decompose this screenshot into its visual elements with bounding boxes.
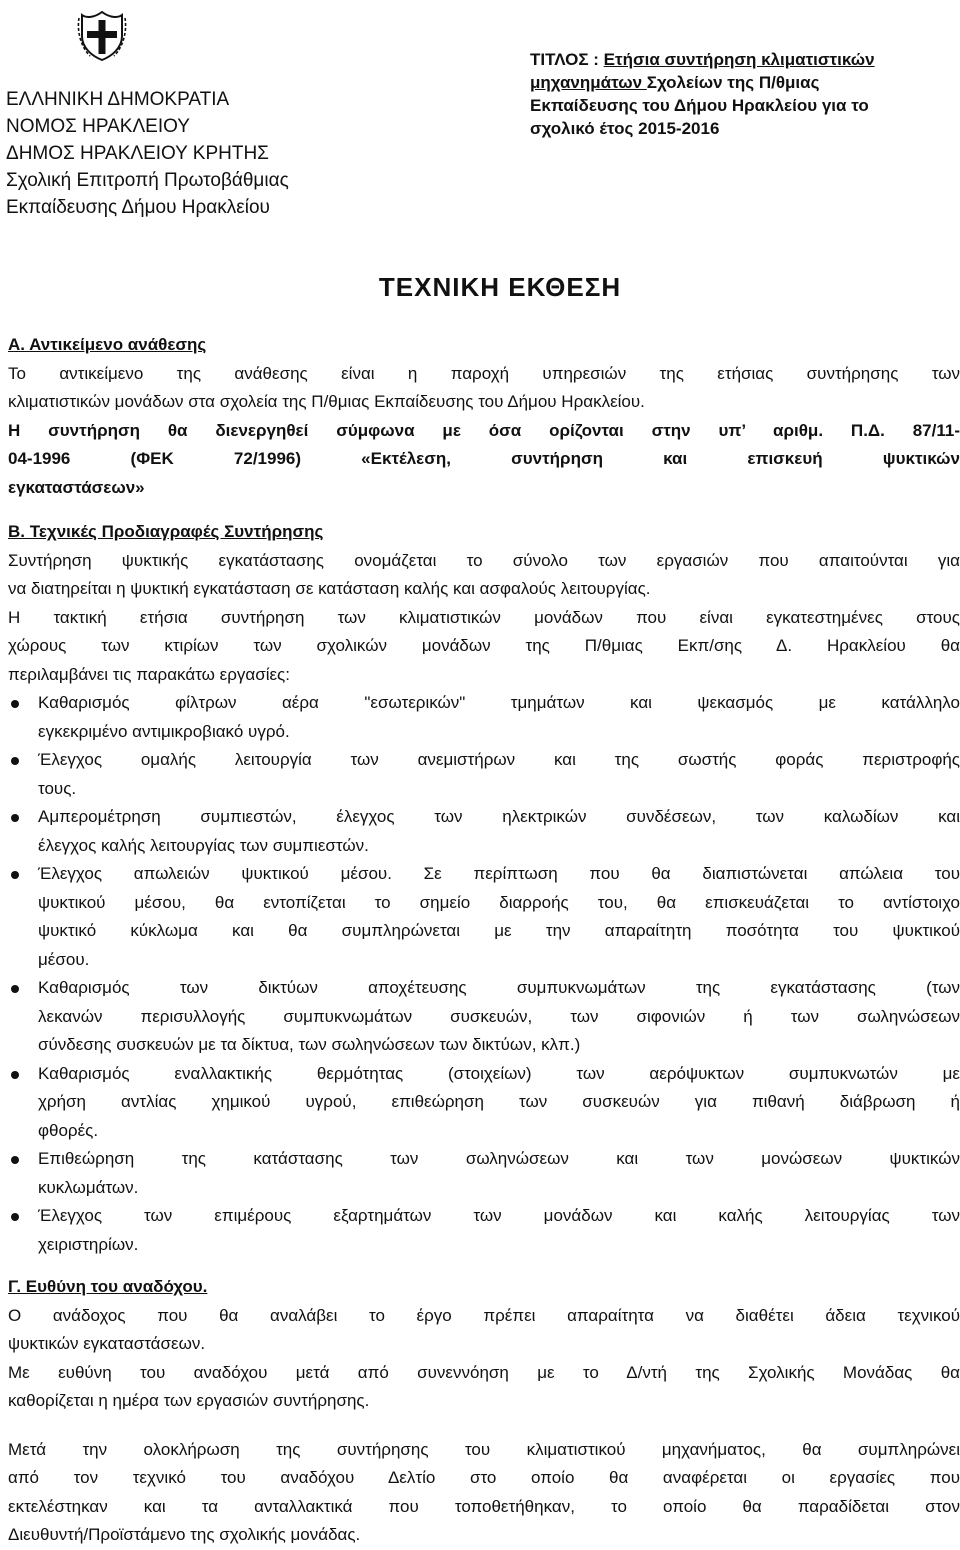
title-label: ΤΙΤΛΟΣ : [530, 50, 604, 69]
issuer-line: ΝΟΜΟΣ ΗΡΑΚΛΕΙΟΥ [6, 116, 190, 137]
report-title: ΤΕΧΝΙΚΗ ΕΚΘΕΣΗ [378, 272, 622, 302]
text-line: κλιματιστικών μονάδων στα σχολεία της Π/θμιας Εκπαίδευσης του Δήμου Ηρακλείου. [8, 392, 645, 411]
text-line: Επιθεώρηση της κατάστασης των σωληνώσεων και των μονώσεων ψυκτικών [38, 1149, 960, 1168]
text-line: περιλαμβάνει τις παρακάτω εργασίες: [8, 664, 290, 684]
text-line: Διευθυντή/Προϊστάμενο της σχολικής μονάδας. [8, 1525, 361, 1544]
text-line: χειριστηρίων. [38, 1234, 139, 1254]
text-line: ψυκτικών εγκαταστάσεων. [8, 1334, 206, 1353]
text-line: να διατηρείται η ψυκτική εγκατάσταση σε κατάσταση καλής και ασφαλούς λειτουργίας. [8, 579, 651, 598]
text-line: εκτελέστηκαν και τα ανταλλακτικά που τοποθετήθηκαν, το οποίο θα παραδίδεται στον [8, 1496, 960, 1516]
document-body [8, 331, 960, 1550]
issuer-line: ΕΛΛΗΝΙΚΗ ΔΗΜΟΚΡΑΤΙΑ [6, 89, 230, 110]
text-line: Ο ανάδοχος που θα αναλάβει το έργο πρέπει απαραίτητα να διαθέτει άδεια τεχνικού [8, 1305, 960, 1325]
text-line: λεκανών περισυλλογής συμπυκνωμάτων συσκευών, των σιφονιών ή των σωληνώσεων [38, 1006, 960, 1026]
text-line: τους. [38, 778, 77, 798]
title-text: Ετήσια συντήρηση κλιματιστικών [603, 50, 875, 69]
greek-state-emblem-icon [76, 6, 128, 62]
list-item [8, 1202, 960, 1259]
text-line: Η τακτική ετήσια συντήρηση των κλιματιστικών μονάδων που είναι εγκατεστημένες στους [8, 607, 960, 627]
text-line: Καθαρισμός των δικτύων αποχέτευσης συμπυκνωμάτων της εγκατάστασης (των [38, 978, 960, 997]
text-line: Αμπερομέτρηση συμπιεστών, έλεγχος των ηλεκτρικών συνδέσεων, των καλωδίων και [38, 807, 960, 826]
text-line: Έλεγχος των επιμέρους εξαρτημάτων των μονάδων και καλής λειτουργίας των [38, 1206, 960, 1225]
text-line: Καθαρισμός εναλλακτικής θερμότητας (στοιχείων) των αερόψυκτων συμπυκνωτών με [38, 1063, 960, 1083]
maintenance-task-list [8, 689, 960, 1259]
section-a-heading: Α. Αντικείμενο ανάθεσης [8, 335, 207, 354]
list-item [8, 1145, 960, 1202]
issuer-line: Εκπαίδευσης Δήμου Ηρακλείου [6, 197, 270, 218]
issuer-block [6, 86, 426, 221]
text-line: φθορές. [38, 1120, 99, 1140]
text-line: κυκλωμάτων. [38, 1177, 139, 1197]
text-line: έλεγχος καλής λειτουργίας των συμπιεστών. [38, 835, 369, 855]
text-line: 04-1996 (ΦΕΚ 72/1996) «Εκτέλεση, συντήρηση και επισκευή ψυκτικών [8, 449, 960, 468]
text-line: μέσου. [38, 949, 90, 969]
title-line [530, 71, 960, 94]
text-line: καθορίζεται η ημέρα των εργασιών συντήρησης. [8, 1391, 370, 1410]
section-c-heading: Γ. Ευθύνη του αναδόχου. [8, 1277, 208, 1296]
title-text: Σχολείων της Π/θμιας [646, 73, 820, 92]
text-line: Το αντικείμενο της ανάθεσης είναι η παροχή υπηρεσιών της ετήσιας συντήρησης των [8, 363, 960, 383]
section-b-heading: Β. Τεχνικές Προδιαγραφές Συντήρησης [8, 522, 324, 541]
text-line: χώρους των κτιρίων των σχολικών μονάδων της Π/θμιας Εκπ/σης Δ. Ηρακλείου θα [8, 636, 960, 655]
list-item [8, 746, 960, 803]
text-line: εγκεκριμένο αντιμικροβιακό υγρό. [38, 721, 290, 741]
title-line: Εκπαίδευσης του Δήμου Ηρακλείου για το [530, 96, 869, 115]
text-line: Έλεγχος ομαλής λειτουργία των ανεμιστήρων και της σωστής φοράς περιστροφής [38, 750, 960, 769]
title-line: σχολικό έτος 2015-2016 [530, 119, 720, 138]
text-line: Έλεγχος απωλειών ψυκτικού μέσου. Σε περίπτωση που θα διαπιστώνεται απώλεια του [38, 864, 960, 883]
text-line: Με ευθύνη του αναδόχου μετά από συνεννόηση με το Δ/ντή της Σχολικής Μονάδας θα [8, 1362, 960, 1382]
list-item [8, 803, 960, 860]
text-line: Η συντήρηση θα διενεργηθεί σύμφωνα με όσα ορίζονται στην υπ’ αριθμ. Π.Δ. 87/11- [8, 420, 960, 440]
text-line: Καθαρισμός φίλτρων αέρα "εσωτερικών" τμημάτων και ψεκασμός με κατάλληλο [38, 693, 960, 712]
text-line: από τον τεχνικό του αναδόχου Δελτίο στο οποίο θα αναφέρεται οι εργασίες που [8, 1468, 960, 1487]
text-line: σύνδεσης συσκευών με τα δίκτυα, των σωληνώσεων των δικτύων, κλπ.) [38, 1035, 581, 1054]
text-line: ψυκτικού μέσου, θα εντοπίζεται το σημείο διαρροής του, θα επισκευάζεται το αντίστοιχο [38, 892, 960, 912]
list-item [8, 860, 960, 974]
list-item [8, 974, 960, 1060]
text-line: ψυκτικό κύκλωμα και θα συμπληρώνεται με την απαραίτητη ποσότητα του ψυκτικού [38, 921, 960, 940]
title-line [530, 48, 960, 71]
text-line: Συντήρηση ψυκτικής εγκατάστασης ονομάζεται το σύνολο των εργασιών που απαιτούνται για [8, 550, 960, 570]
list-item [8, 1060, 960, 1146]
document-title-block [530, 48, 960, 140]
text-line: εγκαταστάσεων» [8, 477, 145, 497]
issuer-line: Σχολική Επιτροπή Πρωτοβάθμιας [6, 170, 289, 191]
text-line: χρήση αντλίας χημικού υγρού, επιθεώρηση των συσκευών για πιθανή διάβρωση ή [38, 1092, 960, 1111]
title-text: μηχανημάτων [530, 73, 647, 92]
text-line: Μετά την ολοκλήρωση της συντήρησης του κλιματιστικού μηχανήματος, θα συμπληρώνει [8, 1439, 960, 1459]
issuer-line: ΔΗΜΟΣ ΗΡΑΚΛΕΙΟΥ ΚΡΗΤΗΣ [6, 143, 269, 164]
list-item [8, 689, 960, 746]
